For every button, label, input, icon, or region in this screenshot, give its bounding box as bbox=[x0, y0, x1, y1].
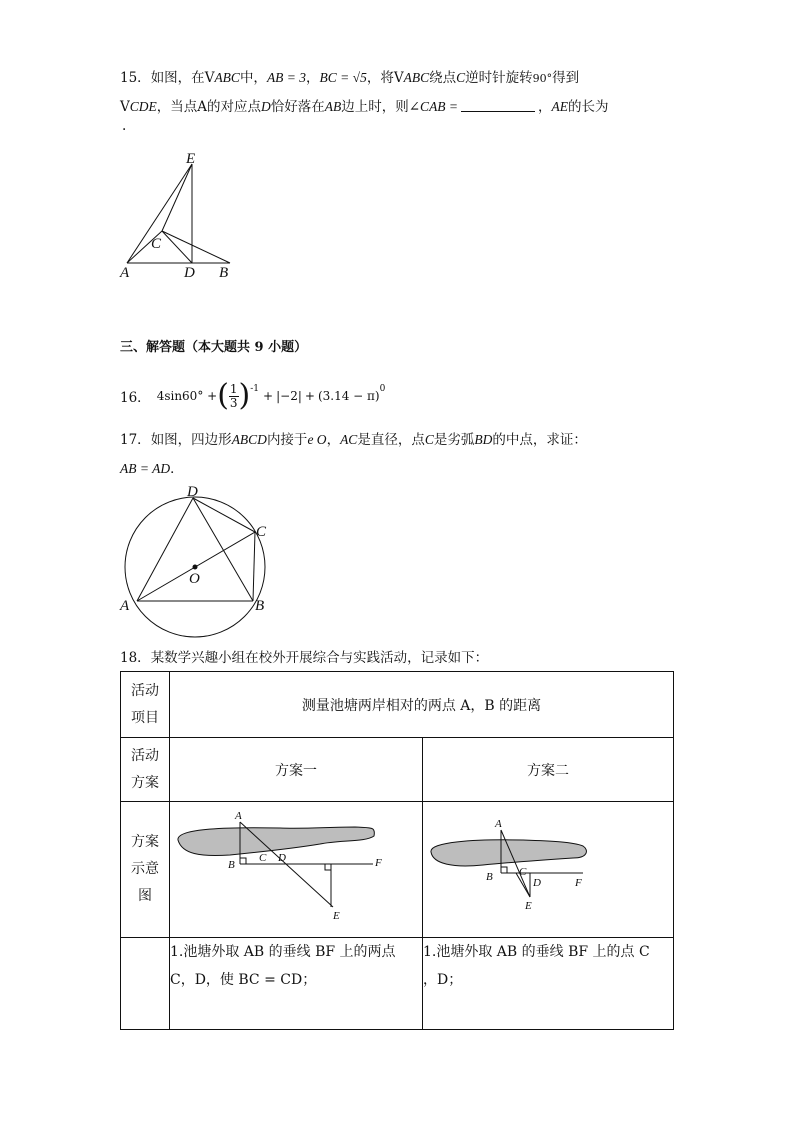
q17-c: C bbox=[424, 432, 434, 447]
plan2-diagram-cell bbox=[423, 802, 674, 938]
label-d: D bbox=[184, 265, 195, 281]
label-o: O bbox=[189, 571, 200, 587]
plan1-header: 方案一 bbox=[170, 738, 423, 802]
q17-text: 如图，四边形 bbox=[150, 432, 232, 448]
label-f: F bbox=[575, 877, 582, 889]
q15-text: ， bbox=[538, 99, 552, 115]
label-b: B bbox=[228, 859, 235, 871]
label-f: F bbox=[375, 857, 382, 869]
description-line: 1.池塘外取 AB 的垂线 BF 上的两点 bbox=[170, 944, 396, 960]
label-b: B bbox=[486, 871, 493, 883]
q15-number: 15． bbox=[120, 70, 151, 86]
label-line: 方案 bbox=[131, 774, 159, 791]
q16-fraction bbox=[229, 383, 239, 410]
table-row bbox=[121, 938, 674, 1030]
paren-right: ) bbox=[238, 378, 251, 413]
label-b: B bbox=[255, 598, 265, 614]
q16 bbox=[120, 376, 385, 416]
label-e: E bbox=[186, 151, 196, 167]
q18-text: 某数学兴趣小组在校外开展综合与实践活动，记录如下： bbox=[150, 650, 489, 666]
segment-db bbox=[193, 498, 253, 601]
q15-text: 如图，在 bbox=[150, 70, 205, 86]
q15-bc-eq: BC = √5 bbox=[319, 70, 367, 85]
q17-line1 bbox=[120, 428, 587, 448]
q15-ab-eq: AB = 3 bbox=[266, 70, 307, 85]
pond-shape bbox=[431, 840, 586, 866]
q15-d: D bbox=[261, 99, 271, 114]
q17-text: 是直径，点 bbox=[357, 432, 425, 448]
row-label-diagram bbox=[121, 802, 170, 938]
triangle-symbol: V bbox=[120, 99, 130, 115]
q16-number: 16． bbox=[120, 390, 151, 406]
q15-text: 绕点 bbox=[429, 70, 457, 86]
table-row bbox=[121, 738, 674, 802]
q15-text: ， bbox=[306, 70, 320, 86]
answer-blank[interactable] bbox=[461, 99, 535, 112]
q15-deg: 90° bbox=[532, 72, 553, 85]
label-c: C bbox=[256, 524, 267, 540]
right-angle-b bbox=[501, 867, 507, 873]
label-c: C bbox=[519, 866, 527, 878]
q17-text: 是劣弧 bbox=[433, 432, 475, 448]
plan1-diagram bbox=[170, 802, 422, 933]
q17-bd: BD bbox=[474, 432, 493, 447]
label-d: D bbox=[187, 484, 198, 500]
fraction-numerator: 1 bbox=[229, 381, 238, 396]
q16-abs: |−2| bbox=[276, 389, 302, 403]
q15-cde: CDE bbox=[129, 99, 157, 114]
plan2-header: 方案二 bbox=[423, 738, 674, 802]
description-line: C，D，使 BC = CD； bbox=[170, 972, 317, 988]
plan2-diagram bbox=[423, 802, 673, 933]
q17-abcd: ABCD bbox=[231, 432, 267, 447]
description-line: ，D； bbox=[423, 972, 463, 988]
pond-shape bbox=[178, 827, 374, 856]
q15-c: C bbox=[456, 70, 466, 85]
table-row bbox=[121, 802, 674, 938]
section-title: 三、解答题（本大题共 9 小题） bbox=[120, 340, 308, 355]
q15-text: 的长为 bbox=[568, 99, 609, 115]
segment-ce bbox=[162, 164, 192, 231]
label-line: 图 bbox=[138, 888, 152, 904]
label-line: 方案 bbox=[131, 834, 159, 850]
q15-text: ，将 bbox=[366, 70, 394, 86]
q15-ae: AE bbox=[551, 99, 569, 114]
q17-text: ， bbox=[326, 432, 341, 448]
center-point bbox=[193, 565, 198, 570]
label-d: D bbox=[278, 852, 286, 864]
segment-ad bbox=[137, 498, 193, 601]
q16-term1: 4sin60° + bbox=[156, 389, 218, 403]
label-line: 活动 bbox=[131, 747, 159, 764]
table-row bbox=[121, 672, 674, 738]
figure-17 bbox=[115, 480, 280, 640]
paren-left: ( bbox=[217, 378, 229, 413]
q16-paren-term: (3.14 − π) bbox=[317, 389, 380, 403]
q15-line2 bbox=[120, 95, 609, 115]
q15-abc: ABC bbox=[214, 70, 240, 85]
plan1-description bbox=[170, 938, 423, 1030]
q15-angle: ∠CAB = bbox=[408, 99, 459, 114]
project-content: 测量池塘两岸相对的两点 A，B 的距离 bbox=[170, 672, 674, 738]
q18-number: 18． bbox=[120, 650, 151, 666]
label-a: A bbox=[495, 818, 502, 830]
q15-text: 恰好落在 bbox=[270, 99, 325, 115]
q15-end-dot: . bbox=[122, 118, 127, 134]
label-c: C bbox=[151, 236, 162, 252]
q15-a: A bbox=[197, 99, 207, 115]
triangle-symbol: V bbox=[393, 70, 404, 86]
q17-text: ． bbox=[170, 461, 184, 477]
q16-plus: + bbox=[304, 389, 315, 403]
q15-ab: AB bbox=[324, 99, 342, 114]
label-b: B bbox=[219, 265, 229, 281]
q16-plus: + bbox=[263, 389, 274, 403]
q15-text: 得到 bbox=[552, 70, 580, 86]
label-a: A bbox=[235, 810, 242, 822]
figure-15 bbox=[115, 148, 240, 283]
q17-text: 内接于 bbox=[266, 432, 308, 448]
plan2-description bbox=[423, 938, 674, 1030]
activity-table bbox=[120, 671, 674, 1030]
q15-line1 bbox=[120, 66, 579, 86]
label-line: 示意 bbox=[131, 861, 159, 877]
q15-text: 边上时，则 bbox=[341, 99, 409, 115]
right-angle-b bbox=[240, 858, 246, 864]
fraction-denominator: 3 bbox=[229, 395, 238, 410]
q17-text: 的中点，求证： bbox=[492, 432, 587, 448]
segment-cb bbox=[162, 231, 230, 263]
row-label-empty bbox=[121, 938, 170, 1030]
label-a: A bbox=[120, 265, 130, 281]
label-line: 活动 bbox=[131, 682, 159, 699]
q15-text: 逆时针旋转 bbox=[465, 70, 533, 86]
q18-intro bbox=[120, 646, 488, 666]
q15-abc: ABC bbox=[403, 70, 430, 85]
q15-text: 中， bbox=[239, 70, 267, 86]
triangle-symbol: V bbox=[204, 70, 215, 86]
q17-line2 bbox=[120, 457, 184, 477]
label-d: D bbox=[533, 877, 541, 889]
segment-cb bbox=[253, 532, 255, 601]
q15-text: ，当点 bbox=[156, 99, 198, 115]
label-e: E bbox=[333, 910, 340, 922]
label-e: E bbox=[525, 900, 532, 912]
q15-text: 的对应点 bbox=[207, 99, 261, 115]
label-a: A bbox=[120, 598, 130, 614]
label-c: C bbox=[259, 852, 267, 864]
description-line: 1.池塘外取 AB 的垂线 BF 上的点 C bbox=[423, 944, 650, 960]
q17-equation: AB = AD bbox=[120, 461, 171, 476]
q16-exponent-0: 0 bbox=[379, 384, 386, 394]
row-label-project bbox=[121, 672, 170, 738]
q17-circle: e O bbox=[307, 432, 327, 447]
plan1-diagram-cell bbox=[170, 802, 423, 938]
q16-exponent-neg1: -1 bbox=[250, 384, 260, 394]
right-angle-d bbox=[325, 864, 331, 870]
label-line: 项目 bbox=[131, 709, 159, 726]
row-label-plan bbox=[121, 738, 170, 802]
q17-number: 17． bbox=[120, 432, 151, 448]
segment-cd bbox=[162, 231, 192, 263]
q17-ac: AC bbox=[340, 432, 358, 447]
